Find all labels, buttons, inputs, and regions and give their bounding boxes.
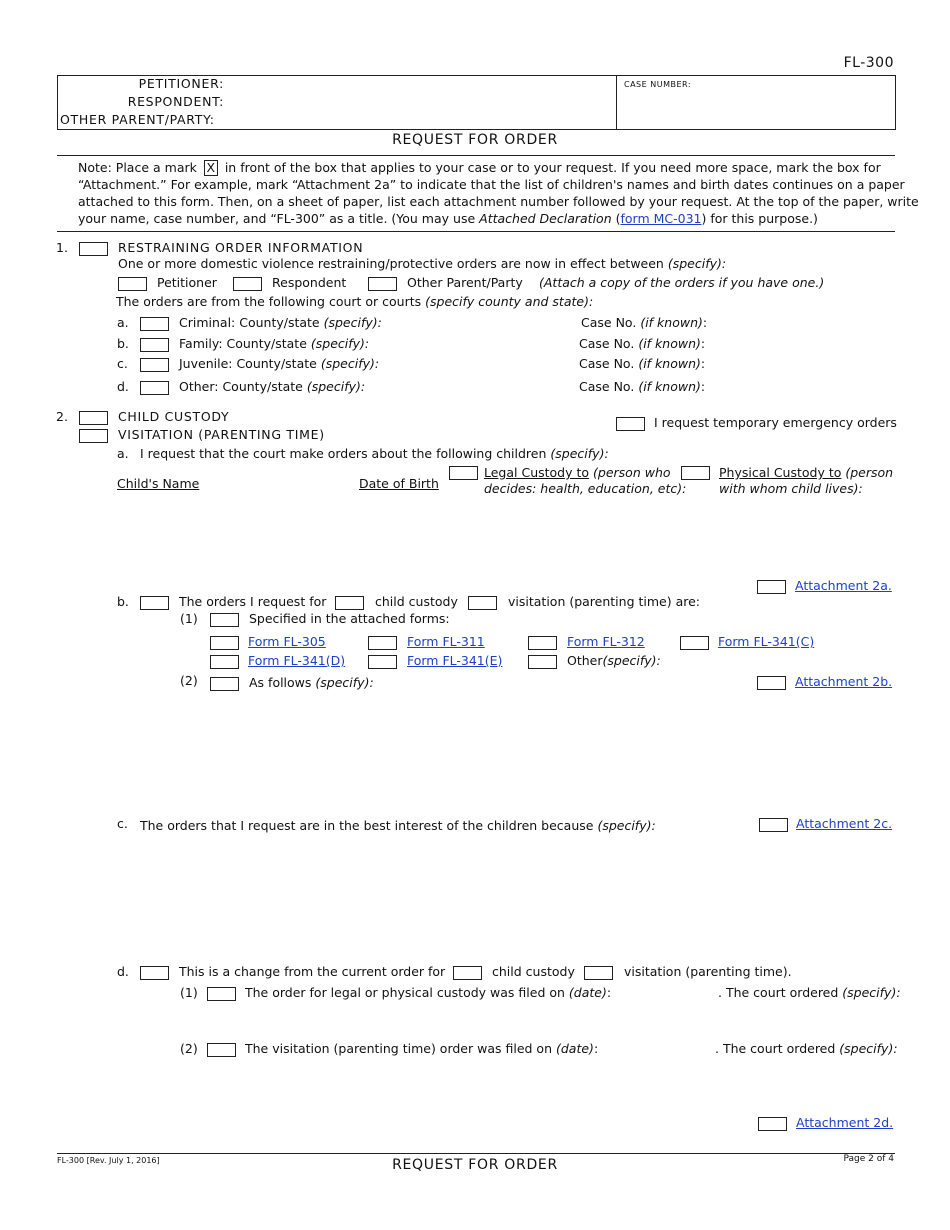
section1-checkbox[interactable] — [79, 242, 108, 256]
dob-column-header: Date of Birth — [359, 476, 439, 491]
item-2d-checkbox[interactable] — [140, 966, 169, 980]
item-2c-letter: c. — [117, 816, 128, 831]
form-title: REQUEST FOR ORDER — [392, 132, 558, 148]
courts-line: The orders are from the following court or courts (specify county and state): — [116, 294, 594, 309]
other-party-label: OTHER PARENT/PARTY: — [60, 112, 215, 127]
form-id: FL-300 — [843, 55, 894, 71]
other-party-option-label: Other Parent/Party — [407, 275, 523, 290]
other-court-label: Other: County/state (specify): — [179, 379, 366, 394]
criminal-checkbox[interactable] — [140, 317, 169, 331]
form-fl-305-link[interactable]: Form FL-305 — [248, 634, 326, 649]
section2-number: 2. — [56, 409, 68, 424]
item-2d-text2: child custody — [492, 964, 575, 979]
attachment-2c-link[interactable]: Attachment 2c. — [796, 816, 893, 831]
attach-orders-note: (Attach a copy of the orders if you have one.) — [539, 275, 825, 290]
attachment-2c-checkbox[interactable] — [759, 818, 788, 832]
item-2b-letter: b. — [117, 594, 129, 609]
visitation-section-checkbox[interactable] — [79, 429, 108, 443]
item-2d-text1: This is a change from the current order for — [179, 964, 446, 979]
respondent-label: RESPONDENT: — [127, 94, 224, 109]
section1-line1: One or more domestic violence restraining/protective orders are now in effect between (specify): — [118, 256, 727, 271]
footer-title: REQUEST FOR ORDER — [392, 1157, 558, 1173]
item-2d1-checkbox[interactable] — [207, 987, 236, 1001]
item-2a-letter: a. — [117, 446, 129, 461]
row-a-letter: a. — [117, 315, 129, 330]
form-mc-031-link[interactable]: form MC-031 — [620, 211, 702, 226]
footer-revision: FL-300 [Rev. July 1, 2016] — [57, 1156, 160, 1165]
criminal-case-no: Case No. (if known): — [581, 315, 708, 330]
other-court-case-no: Case No. (if known): — [579, 379, 706, 394]
physical-custody-checkbox[interactable] — [681, 466, 710, 480]
petitioner-checkbox[interactable] — [118, 277, 147, 291]
form-fl-341d-checkbox[interactable] — [210, 655, 239, 669]
item-2d-visitation-checkbox[interactable] — [584, 966, 613, 980]
item-2b2-number: (2) — [180, 673, 198, 688]
sample-mark-box: X — [204, 160, 218, 176]
item-2d2-checkbox[interactable] — [207, 1043, 236, 1057]
respondent-checkbox[interactable] — [233, 277, 262, 291]
item-2b-checkbox[interactable] — [140, 596, 169, 610]
form-fl-341e-link[interactable]: Form FL-341(E) — [407, 653, 503, 668]
item-2d2-number: (2) — [180, 1041, 198, 1056]
item-2b2-checkbox[interactable] — [210, 677, 239, 691]
item-2b-text1: The orders I request for — [179, 594, 327, 609]
item-2c-text: The orders that I request are in the best interest of the children because (specify): — [140, 818, 656, 833]
item-2d2-text: The visitation (parenting time) order was filed on (date): — [245, 1041, 599, 1056]
physical-custody-column-header: Physical Custody to (person with whom child lives): — [719, 465, 894, 496]
item-2d1-text: The order for legal or physical custody was filed on (date): — [245, 985, 612, 1000]
petitioner-option-label: Petitioner — [157, 275, 217, 290]
item-2b-text3: visitation (parenting time) are: — [508, 594, 701, 609]
form-fl-311-checkbox[interactable] — [368, 636, 397, 650]
item-2d-text3: visitation (parenting time). — [624, 964, 792, 979]
item-2d2-court-ordered: . The court ordered (specify): — [715, 1041, 898, 1056]
family-label: Family: County/state (specify): — [179, 336, 370, 351]
child-custody-section-checkbox[interactable] — [79, 411, 108, 425]
respondent-option-label: Respondent — [272, 275, 347, 290]
footer-page: Page 2 of 4 — [843, 1154, 894, 1164]
row-d-letter: d. — [117, 379, 129, 394]
legal-custody-column-header: Legal Custody to (person who decides: health, education, etc): — [484, 465, 687, 496]
case-number-label: CASE NUMBER: — [624, 80, 692, 89]
family-case-no: Case No. (if known): — [579, 336, 706, 351]
attachment-2d-checkbox[interactable] — [758, 1117, 787, 1131]
section1-heading: RESTRAINING ORDER INFORMATION — [118, 240, 364, 255]
juvenile-label: Juvenile: County/state (specify): — [179, 356, 380, 371]
instructions-note: Note: Place a mark X in front of the box that applies to your case or to your request. If you need more space, mark the box for “Attachment.” For example, mark “Attachment 2a” to indicate that the list of children's names and birth dates continues on a paper attached to this form. Then, on a sheet of paper, list each attachment number followed by your request. At the top of the paper, write your name, case number, and “FL-300” as a title. (You may use Attached Declaration (form MC-031) for this purpose.) — [78, 160, 919, 226]
item-2d1-number: (1) — [180, 985, 198, 1000]
note-prefix: Note: — [78, 160, 112, 175]
emergency-orders-label: I request temporary emergency orders — [654, 415, 897, 430]
petitioner-label: PETITIONER: — [138, 76, 224, 91]
attachment-2d-link[interactable]: Attachment 2d. — [796, 1115, 894, 1130]
form-fl-312-checkbox[interactable] — [528, 636, 557, 650]
other-form-label: Other(specify): — [567, 653, 661, 668]
emergency-orders-checkbox[interactable] — [616, 417, 645, 431]
other-party-checkbox[interactable] — [368, 277, 397, 291]
item-2b2-text: As follows (specify): — [249, 675, 374, 690]
legal-custody-checkbox[interactable] — [449, 466, 478, 480]
attachment-2a-link[interactable]: Attachment 2a. — [795, 578, 892, 593]
item-2a-text: I request that the court make orders about the following children (specify): — [140, 446, 609, 461]
item-2b1-checkbox[interactable] — [210, 613, 239, 627]
visitation-heading: VISITATION (PARENTING TIME) — [118, 427, 325, 442]
row-c-letter: c. — [117, 356, 128, 371]
item-2d1-court-ordered: . The court ordered (specify): — [718, 985, 901, 1000]
form-fl-341e-checkbox[interactable] — [368, 655, 397, 669]
form-fl-305-checkbox[interactable] — [210, 636, 239, 650]
form-fl-341c-link[interactable]: Form FL-341(C) — [718, 634, 815, 649]
family-checkbox[interactable] — [140, 338, 169, 352]
form-fl-341d-link[interactable]: Form FL-341(D) — [248, 653, 346, 668]
other-court-checkbox[interactable] — [140, 381, 169, 395]
attachment-2b-checkbox[interactable] — [757, 676, 786, 690]
form-fl-312-link[interactable]: Form FL-312 — [567, 634, 645, 649]
item-2b1-text: Specified in the attached forms: — [249, 611, 450, 626]
criminal-label: Criminal: County/state (specify): — [179, 315, 382, 330]
item-2b1-number: (1) — [180, 611, 198, 626]
item-2b-visitation-checkbox[interactable] — [468, 596, 497, 610]
item-2b-custody-checkbox[interactable] — [335, 596, 364, 610]
item-2b-text2: child custody — [375, 594, 458, 609]
item-2d-letter: d. — [117, 964, 129, 979]
child-custody-heading: CHILD CUSTODY — [118, 409, 230, 424]
attachment-2a-checkbox[interactable] — [757, 580, 786, 594]
section1-number: 1. — [56, 240, 68, 255]
attachment-2b-link[interactable]: Attachment 2b. — [795, 674, 893, 689]
item-2d-custody-checkbox[interactable] — [453, 966, 482, 980]
juvenile-case-no: Case No. (if known): — [579, 356, 706, 371]
juvenile-checkbox[interactable] — [140, 358, 169, 372]
child-name-column-header: Child's Name — [117, 476, 200, 491]
other-form-checkbox[interactable] — [528, 655, 557, 669]
form-fl-311-link[interactable]: Form FL-311 — [407, 634, 485, 649]
row-b-letter: b. — [117, 336, 129, 351]
form-fl-341c-checkbox[interactable] — [680, 636, 709, 650]
